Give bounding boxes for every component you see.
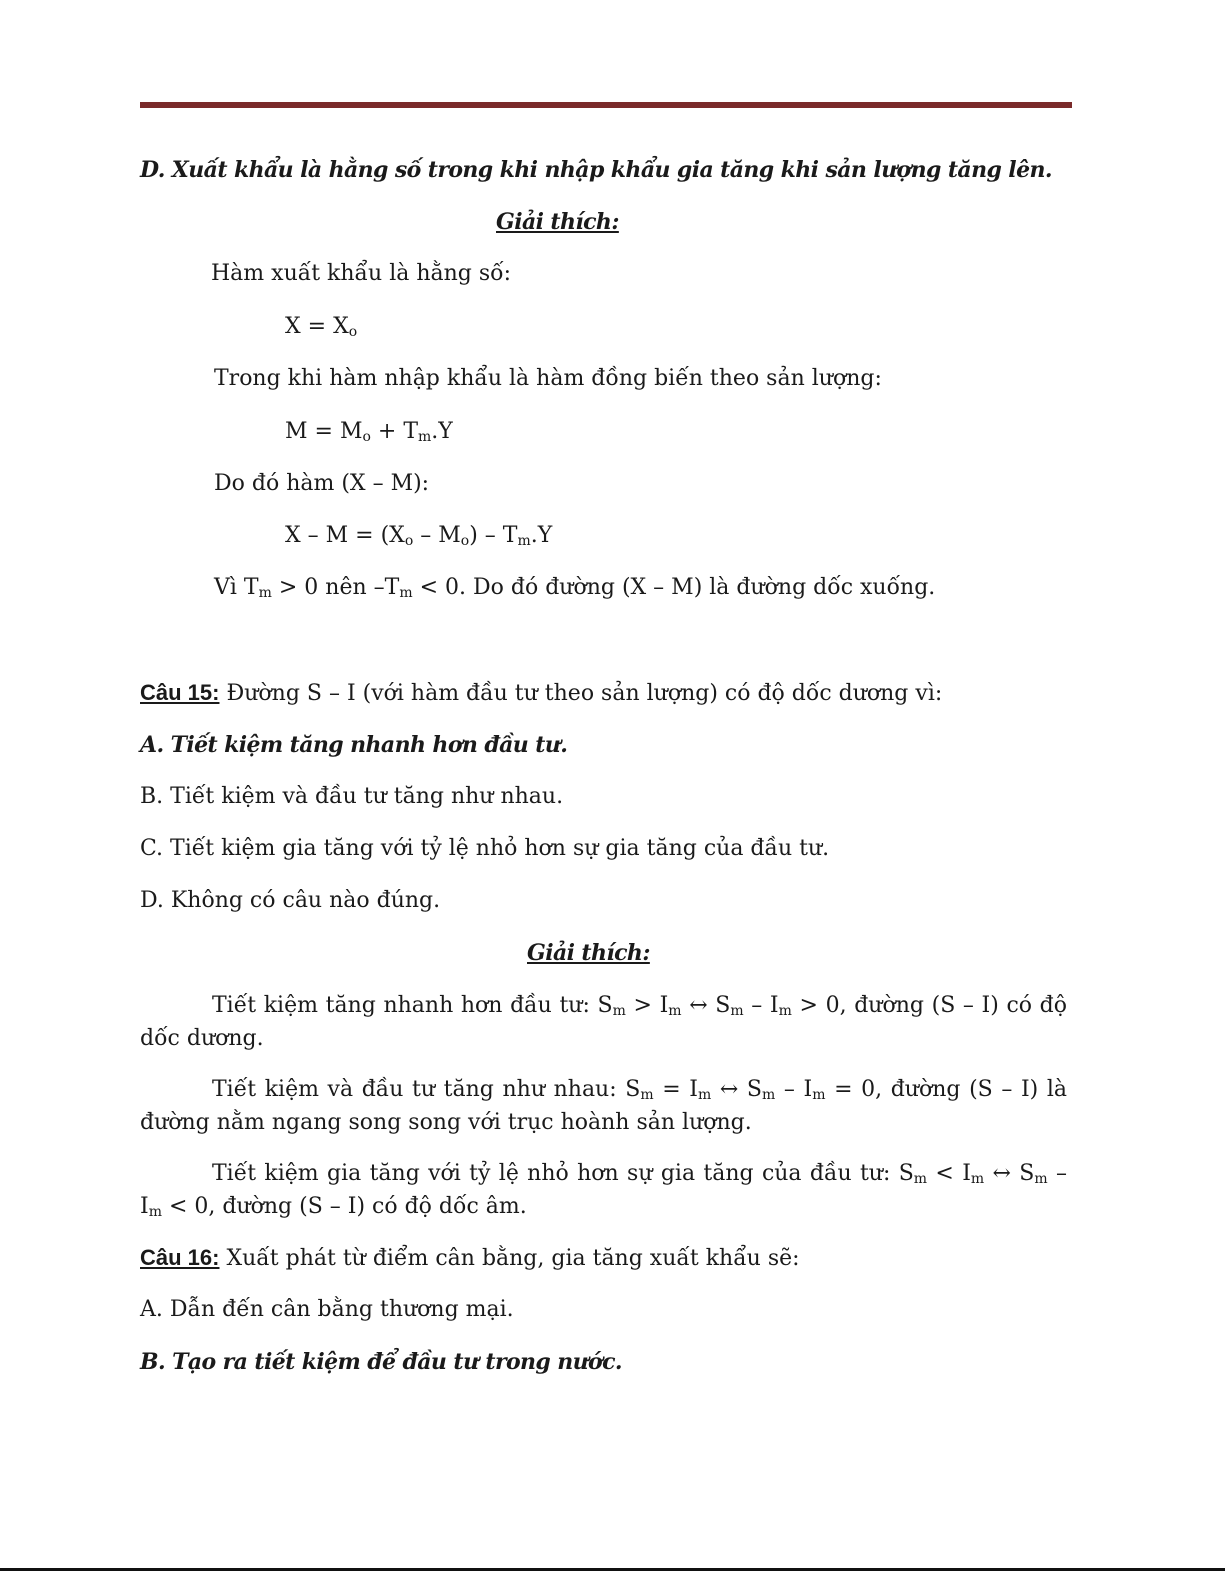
q15-option-c: C. Tiết kiệm gia tăng với tỷ lệ nhỏ hơn sự gia tăng của đầu tư.	[140, 836, 830, 861]
q15-option-b: B. Tiết kiệm và đầu tư tăng như nhau.	[140, 784, 564, 809]
q14-eq1: $X = X_o$	[285, 314, 358, 340]
q15-label: Câu 15:	[140, 680, 220, 705]
q15-explain-heading: Giải thích:	[527, 940, 650, 966]
q14-eq3: $X - M = (X_o - M_o) - T_m.Y$	[285, 523, 553, 549]
q14-line3: Do đó hàm (X – M):	[214, 471, 430, 496]
q14-option-d: D. Xuất khẩu là hằng số trong khi nhập khẩu gia tăng khi sản lượng tăng lên.	[140, 157, 1052, 183]
q14-eq2: $M = M_o + T_m.Y$	[285, 419, 453, 445]
q16-question: Câu 16: Xuất phát từ điểm cân bằng, gia tăng xuất khẩu sẽ:	[140, 1245, 800, 1271]
header-rule	[140, 102, 1072, 108]
q16-option-a: A. Dẫn đến cân bằng thương mại.	[140, 1297, 514, 1322]
page-bottom-edge	[0, 1568, 1225, 1588]
q15-explain-p2: Tiết kiệm và đầu tư tăng như nhau: $S_m = I_m$ ↔ $S_m - I_m = 0$, đường (S – I) là đường nằm ngang song song với trục hoành sản lượng.	[140, 1077, 1067, 1135]
q16-option-b: B. Tạo ra tiết kiệm để đầu tư trong nước.	[140, 1349, 622, 1375]
q14-line2: Trong khi hàm nhập khẩu là hàm đồng biến theo sản lượng:	[214, 366, 882, 391]
q15-question: Câu 15: Đường S – I (với hàm đầu tư theo sản lượng) có độ dốc dương vì:	[140, 680, 943, 706]
q15-explain-p1: Tiết kiệm tăng nhanh hơn đầu tư: $S_m > I_m$ ↔ $S_m - I_m > 0$, đường (S – I) có độ dốc dương.	[140, 993, 1067, 1051]
q15-option-a: A. Tiết kiệm tăng nhanh hơn đầu tư.	[140, 732, 568, 758]
q15-explain-p3: Tiết kiệm gia tăng với tỷ lệ nhỏ hơn sự gia tăng của đầu tư: $S_m < I_m$ ↔ $S_m - I_m < 0$, đường (S – I) có độ dốc âm.	[140, 1161, 1067, 1220]
q15-option-d: D. Không có câu nào đúng.	[140, 888, 441, 913]
q14-line4: Vì $T_m > 0$ nên $-T_m < 0$. Do đó đường (X – M) là đường dốc xuống.	[214, 575, 936, 601]
q14-line1: Hàm xuất khẩu là hằng số:	[211, 261, 512, 286]
q14-explain-heading: Giải thích:	[496, 209, 619, 235]
q16-label: Câu 16:	[140, 1245, 220, 1270]
